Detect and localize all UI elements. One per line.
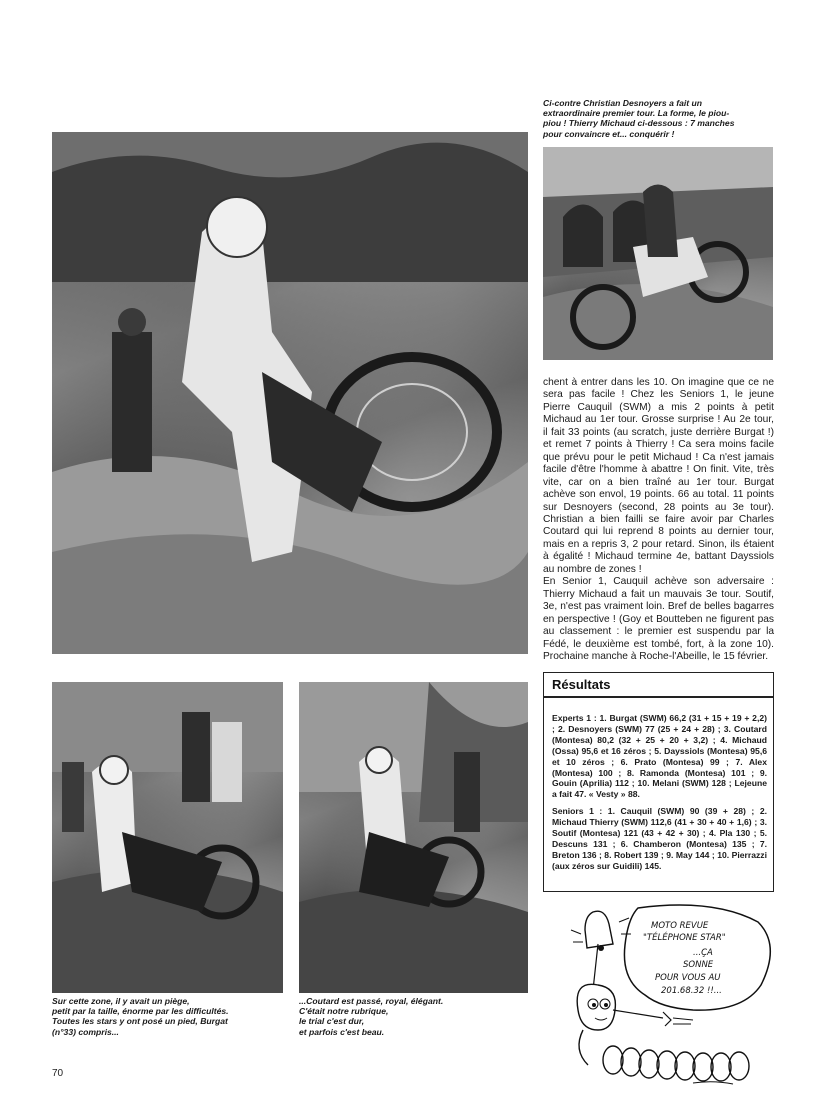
artist-signature [693,1082,733,1084]
cartoon-telephone-star [543,900,783,1090]
caption-line: Ci-contre Christian Desnoyers a fait un [543,98,703,108]
photo-burgat [52,682,283,993]
main-photo-rider [52,132,528,654]
results-experts: Experts 1 : 1. Burgat (SWM) 66,2 (31 + 15 + 19 + 2,2) ; 2. Desnoyers (SWM) 77 (25 + 24 + 28) ; 3. Coutard (Montesa) 80,2 (32 + 25 + 20 + 3,2) ; 4. Michaud (Ossa) 95,6 et 16 zéros ; 5. Dayssiols (Montesa) 95,6 et 10 zéros ; 6. Prato (Montesa) 99 ; 7. Alex (Montesa) 100 ; 8. Ramonda (Montesa) 101 ; 9. Gouin (Aprilia) 112 ; 10. Melani (SWM) 128 ; Lejeune a fait 47. « Vesty » 88. [552,713,767,800]
caption-line: extraordinaire premier tour. La forme, le piou- [543,108,730,119]
results-seniors: Seniors 1 : 1. Cauquil (SWM) 90 (39 + 28) ; 2. Michaud Thierry (SWM) 112,6 (41 + 30 + 40 + 1,6) ; 3. Soutif (Montesa) 121 (43 + 42 + 30) ; 4. Pla 130 ; 5. Descuns 131 ; 6. Chamberon (Montesa) 135 ; 7. Breton 136 ; 8. Robert 139 ; 9. May 144 ; 10. Pierrazzi (aux zéros sur Guidili) 145. [552,806,767,871]
page-number: 70 [52,1068,64,1079]
caption-line: Toutes les stars y ont posé un pied, Burgat [52,1016,228,1027]
caption-coutard [299,996,528,1037]
caption-line: ...Coutard est passé, royal, élégant. [299,996,444,1006]
cartoon-text: SONNE [683,960,714,970]
results-title: Résultats [552,677,611,692]
bell-icon [571,911,631,990]
phone-cord-icon [579,1030,749,1081]
caption-line: pour convaincre et... conquérir ! [543,128,675,139]
cartoon-text: ...ÇA [693,948,713,958]
caption-line: le trial c'est dur, [299,1016,365,1027]
caption-line: et parfois c'est beau. [299,1026,385,1037]
caption-desnoyers [543,98,773,139]
article-body [543,377,774,663]
results-box [543,672,774,892]
cartoon-text: MOTO REVUE [651,921,709,931]
article-paragraph: chent à entrer dans les 10. On imagine que ce ne sera pas facile ! Chez les Seniors 1, le jeune Pierre Cauquil (SWM) a mis 2 points à petit Michaud au 1er tour. Grosse surprise ! Au 2e tour, il fait 33 points (au scratch, juste derrière Burgat !) et remet 7 points à Thierry ! Ca sera moins facile que prévu pour le petit Michaud ! Ca n'est jamais facile d'être l'homme à abattre ! On finit. Vite, très vite, car on a bien traîné au 1er tour. Burgat achève son envol, 19 points. 66 au total. 11 points sur Desnoyers (second, 28 points au 3e tour). Christian a bien failli se faire avoir par Charles Coutard qui lui reprend 8 points au dernier tour, mais en a repris 3, 2 pour retard. Sinon, ils étaient à égalité ! Michaud termine 4e, battant Dayssiols au nombre de zones ! [543,377,774,575]
photo-desnoyers [543,147,773,360]
caption-burgat [52,996,287,1037]
caption-line: (n°33) compris... [52,1026,119,1037]
photo-coutard [299,682,528,993]
caption-line: petit par la taille, énorme par les difficultés. [52,1006,229,1017]
caption-line: Sur cette zone, il y avait un piège, [52,996,190,1006]
cartoon-text: 201.68.32 !!... [661,986,722,996]
article-paragraph: En Senior 1, Cauquil achève son adversaire : Thierry Michaud a fait un mauvais 3e tour. Soutif, 3e, n'est pas vraiment loin. Bref de belles bagarres en perspective ! (Goy et Boutteben ne figurent pas au classement : le premier est suspendu par la Fédé, le deuxième est tombé, fort, à la zone 10). Prochaine manche à Roche-l'Abeille, le 15 février. [543,576,774,662]
cartoon-text: "TÉLÉPHONE STAR" [643,933,726,943]
caption-line: C'était notre rubrique, [299,1006,389,1017]
results-divider [544,696,773,698]
cartoon-text: POUR VOUS AU [655,973,721,983]
caption-line: piou ! Thierry Michaud ci-dessous : 7 manches [543,118,735,129]
